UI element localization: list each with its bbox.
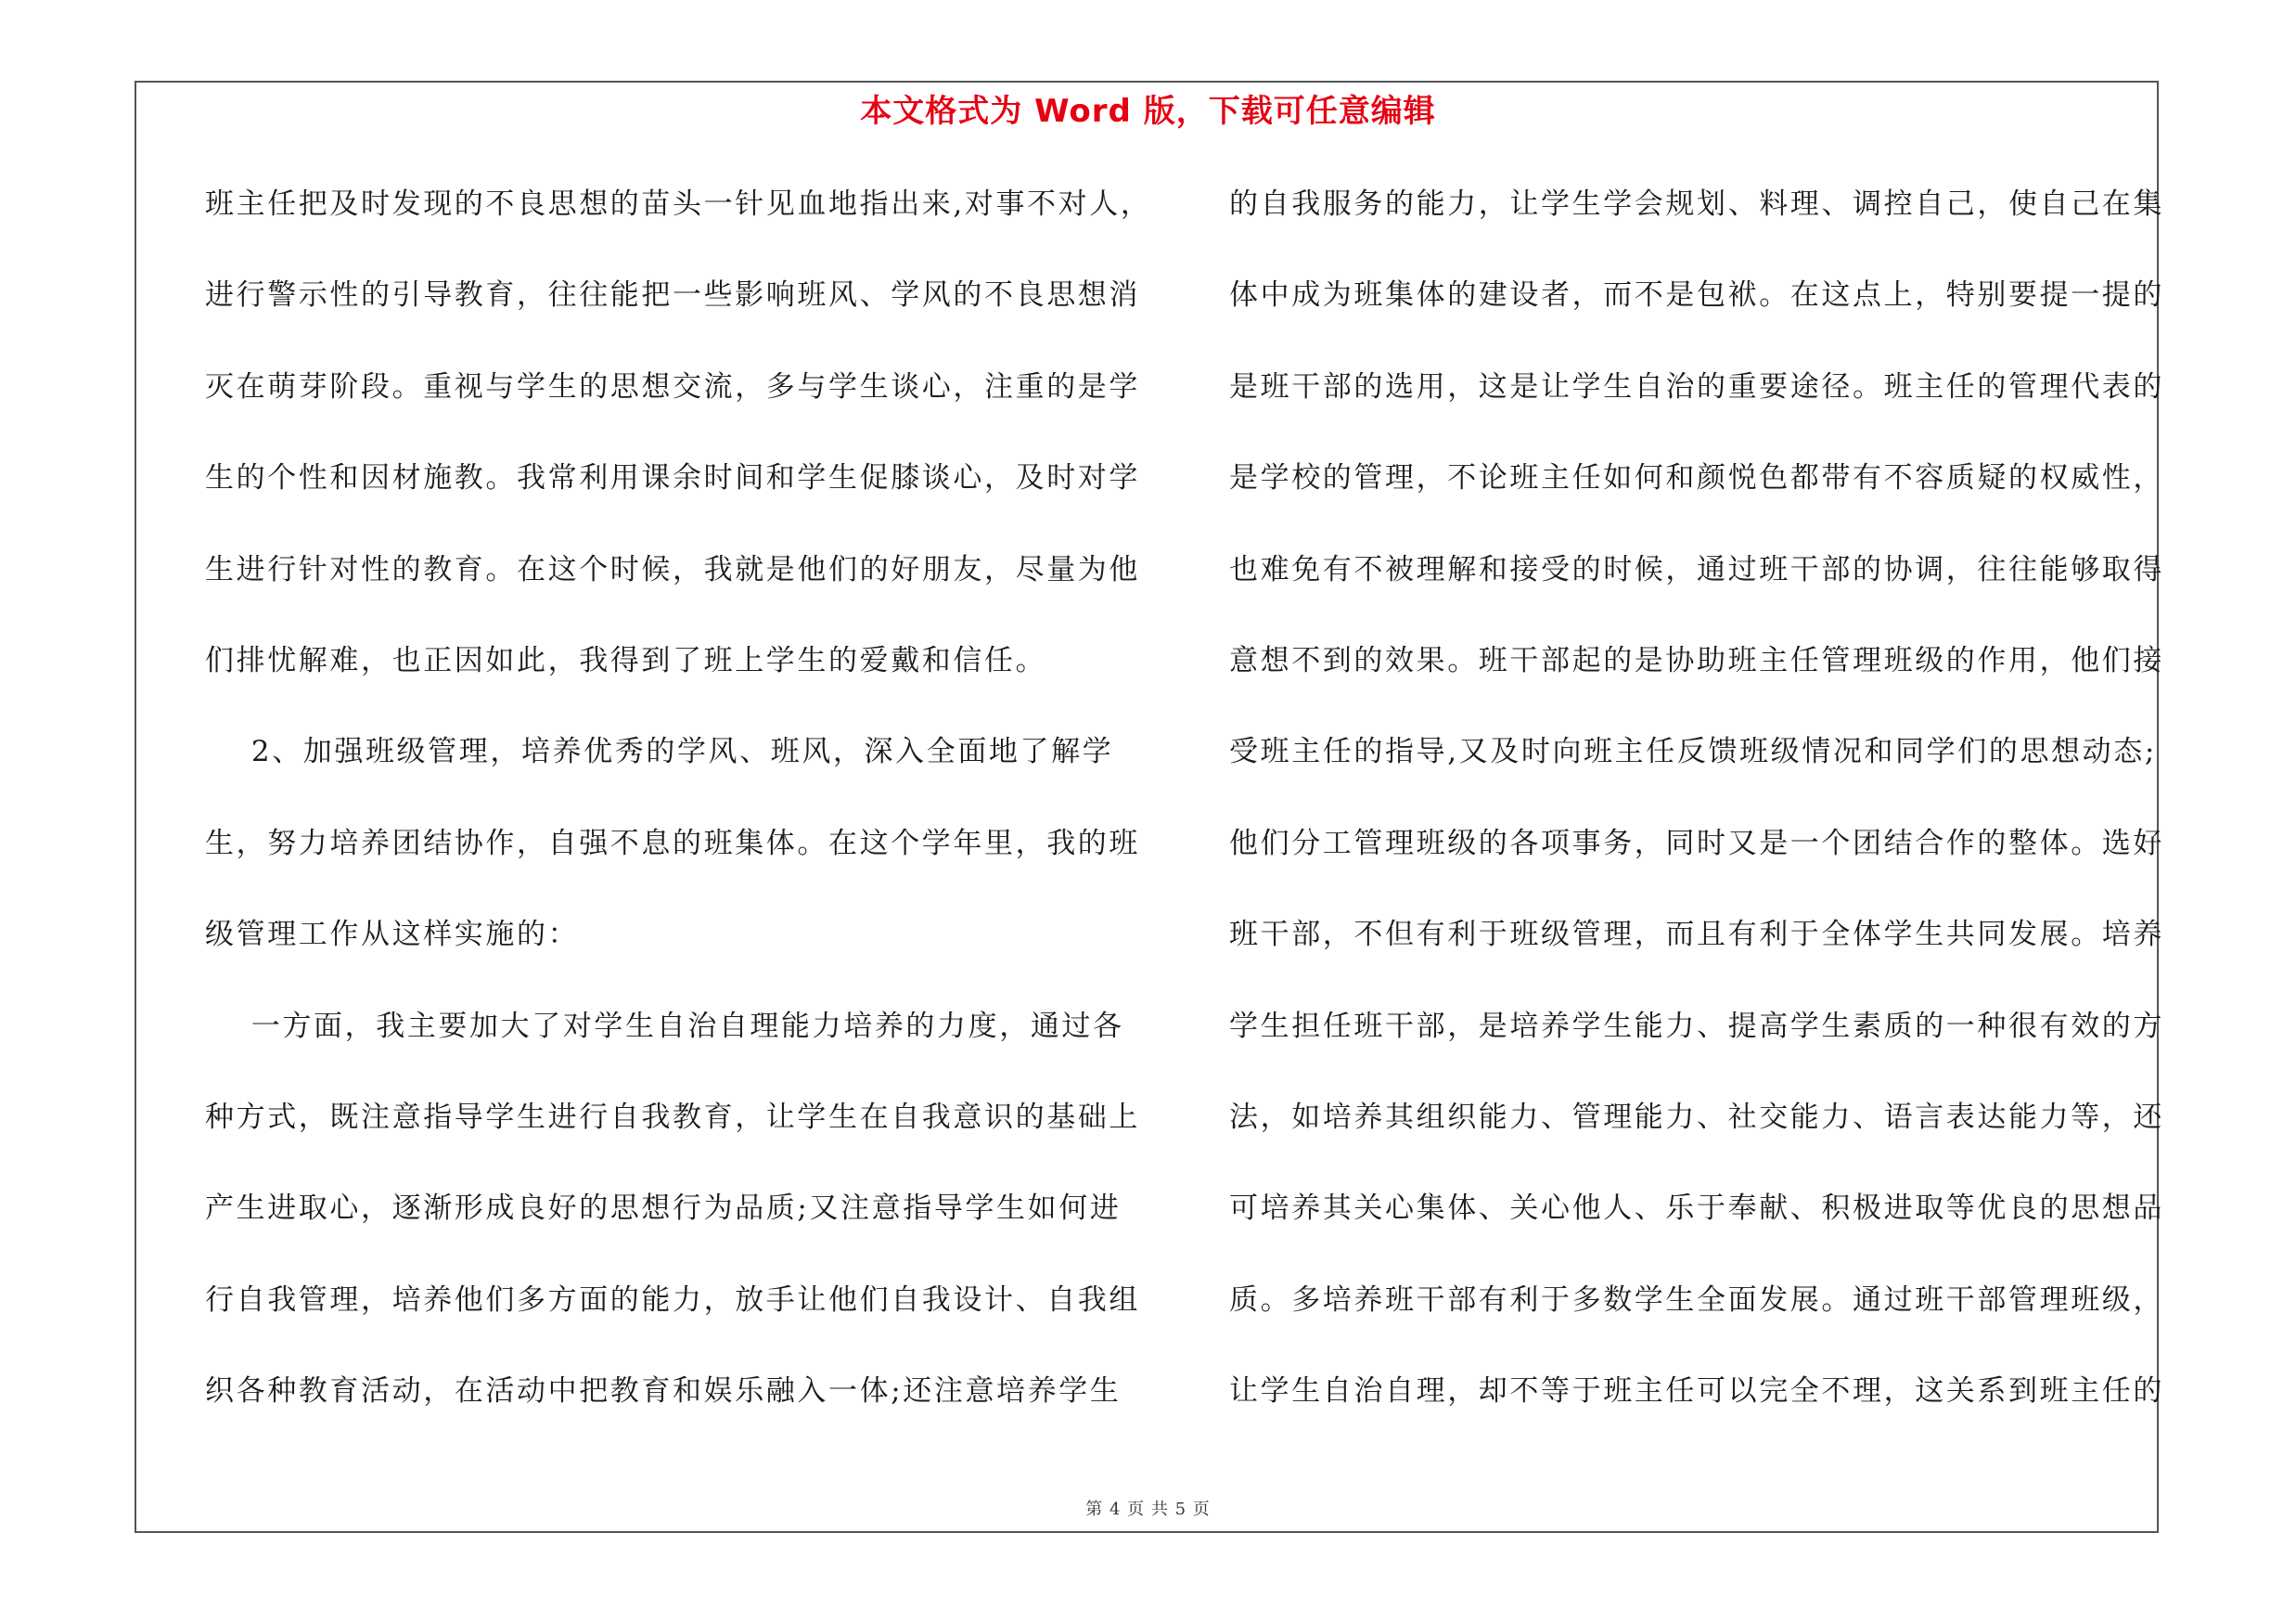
text-line: 他们分工管理班级的各项事务，同时又是一个团结合作的整体。选好 — [1229, 826, 2164, 860]
format-notice-banner: 本文格式为 Word 版，下载可任意编辑 — [860, 93, 1436, 130]
text-line: 织各种教育活动，在活动中把教育和娱乐融入一体;还注意培养学生 — [205, 1374, 1122, 1409]
text-line: 受班主任的指导,又及时向班主任反馈班级情况和同学们的思想动态; — [1229, 735, 2157, 769]
text-line: 生，努力培养团结协作，自强不息的班集体。在这个学年里，我的班 — [205, 826, 1140, 860]
text-line: 可培养其关心集体、关心他人、乐于奉献、积极进取等优良的思想品 — [1229, 1191, 2164, 1226]
text-line: 也难免有不被理解和接受的时候，通过班干部的协调，往往能够取得 — [1229, 552, 2164, 586]
text-line: 行自我管理，培养他们多方面的能力，放手让他们自我设计、自我组 — [205, 1282, 1140, 1317]
left-text-column — [205, 186, 1152, 1463]
text-line: 让学生自治自理，却不等于班主任可以完全不理，这关系到班主任的 — [1229, 1374, 2164, 1409]
text-line: 的自我服务的能力，让学生学会规划、料理、调控自己，使自己在集 — [1229, 187, 2164, 221]
text-line: 种方式，既注意指导学生进行自我教育，让学生在自我意识的基础上 — [205, 1100, 1140, 1134]
text-line: 法，如培养其组织能力、管理能力、社交能力、语言表达能力等，还 — [1229, 1100, 2164, 1134]
right-text-column — [1229, 186, 2166, 1463]
text-line: 灭在萌芽阶段。重视与学生的思想交流，多与学生谈心，注重的是学 — [205, 369, 1140, 404]
text-line: 质。多培养班干部有利于多数学生全面发展。通过班干部管理班级， — [1229, 1282, 2164, 1317]
text-line: 班干部，不但有利于班级管理，而且有利于全体学生共同发展。培养 — [1229, 918, 2164, 952]
text-line: 2、加强班级管理，培养优秀的学风、班风，深入全面地了解学 — [205, 735, 1114, 769]
text-line: 一方面，我主要加大了对学生自治自理能力培养的力度，通过各 — [205, 1009, 1124, 1043]
text-line: 班主任把及时发现的不良思想的苗头一针见血地指出来,对事不对人， — [205, 187, 1152, 221]
text-line: 级管理工作从这样实施的： — [205, 918, 580, 952]
text-line: 是学校的管理，不论班主任如何和颜悦色都带有不容质疑的权威性， — [1229, 461, 2164, 496]
text-line: 们排忧解难，也正因如此，我得到了班上学生的爱戴和信任。 — [205, 643, 1047, 677]
text-line: 产生进取心，逐渐形成良好的思想行为品质;又注意指导学生如何进 — [205, 1191, 1122, 1226]
text-line: 进行警示性的引导教育，往往能把一些影响班风、学风的不良思想消 — [205, 278, 1140, 313]
text-line: 生进行针对性的教育。在这个时候，我就是他们的好朋友，尽量为他 — [205, 552, 1140, 586]
text-line: 学生担任班干部，是培养学生能力、提高学生素质的一种很有效的方 — [1229, 1009, 2164, 1043]
text-line: 生的个性和因材施教。我常利用课余时间和学生促膝谈心，及时对学 — [205, 461, 1140, 496]
page-number-footer: 第 4 页 共 5 页 — [1085, 1500, 1211, 1519]
text-line: 是班干部的选用，这是让学生自治的重要途径。班主任的管理代表的 — [1229, 369, 2164, 404]
text-line: 体中成为班集体的建设者，而不是包袱。在这点上，特别要提一提的 — [1229, 278, 2164, 313]
text-line: 意想不到的效果。班干部起的是协助班主任管理班级的作用，他们接 — [1229, 643, 2164, 677]
